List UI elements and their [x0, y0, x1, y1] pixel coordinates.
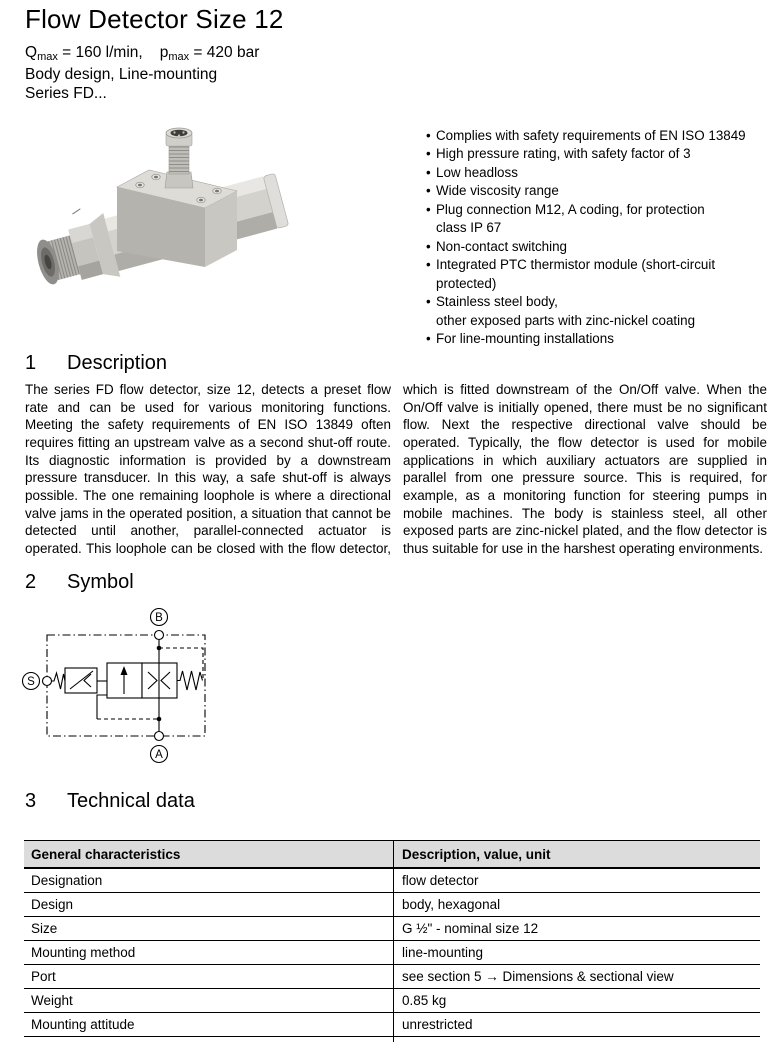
sensor-spring	[52, 673, 66, 689]
subtitle-series: Series FD...	[25, 85, 107, 102]
feature-text: Low headloss	[436, 164, 518, 180]
row-label: Design	[31, 897, 74, 912]
flow-direction-mark	[72, 209, 81, 214]
section-heading-description	[25, 352, 167, 375]
description-column-right: which is fitted downstream of the On/Off valve. When the On/Off valve is initially opened, there must be no significant flow. Next the respective directional valve should be operated. Typically, the flow detector is used for mobile applications in which auxiliary actuators are supplied in parallel from one pressure source. This is required, for example, as a monitoring function for steering pumps in mobile machines. The body is stainless steel, all other exposed parts are zinc-nickel plated, and the flow detector is thus suitable for use in the harshest operating environments.	[403, 382, 767, 556]
qmax-value: = 160 l/min,	[57, 44, 143, 61]
section-title: Technical data	[67, 790, 195, 812]
connector-pin	[178, 134, 180, 136]
table-row	[24, 965, 760, 989]
port-s-connection	[43, 677, 52, 686]
row-label: Mounting method	[31, 945, 136, 960]
connector-pin	[173, 131, 175, 133]
row-label: Port	[31, 969, 56, 984]
hydraulic-symbol	[20, 602, 220, 772]
port-a-label: A	[155, 749, 163, 761]
row-value: see section 5 → Dimensions & sectional view	[393, 965, 760, 988]
row-label: Mounting attitude	[31, 1017, 135, 1032]
valve-spring	[177, 671, 203, 690]
bullet-icon: •	[426, 128, 431, 143]
bullet-icon: •	[426, 146, 431, 162]
feature-text: Integrated PTC thermistor module (short-circuit	[436, 257, 716, 273]
bullet-icon: •	[426, 294, 431, 310]
row-value: flow detector	[393, 869, 760, 892]
row-value: G ½" - nominal size 12	[393, 917, 760, 940]
table-row	[24, 1013, 760, 1037]
description-column-left: The series FD flow detector, size 12, detects a preset flow rate and can be used for various monitoring functions. Meeting the safety requirements of EN ISO 13849 often requires fitting an upstream valve as a second shut-off route. Its diagnostic information is provided by a downstream pressure transducer. In this way, a safe shut-off is always possible. The one remaining loophole is where a directional valve jams in the operated position, a situation that cannot be detected until another, parallel-connected actuator is operated. This loophole can be closed with the flow detector,	[25, 382, 391, 556]
row-label: Designation	[31, 873, 103, 888]
column-header-characteristics: General characteristics	[31, 846, 181, 862]
section-heading-symbol	[25, 571, 134, 594]
port-b-connection	[155, 631, 164, 640]
table-row	[24, 989, 760, 1013]
list-item	[426, 164, 772, 182]
list-item	[426, 201, 772, 238]
connector-thread-stem	[169, 144, 189, 174]
connector-hex-base	[165, 172, 193, 188]
feature-text: Wide viscosity range	[436, 183, 559, 199]
feature-text: Non-contact switching	[436, 238, 567, 254]
bullet-icon: •	[426, 183, 431, 199]
list-item	[426, 330, 772, 348]
table-row	[24, 941, 760, 965]
qmax-subscript: max	[37, 51, 58, 63]
section-number: 2	[25, 571, 37, 593]
m12-connector	[165, 128, 193, 188]
table-row	[24, 869, 760, 893]
section-heading-technical-data	[25, 790, 195, 813]
feature-text: protected)	[436, 275, 497, 291]
row-label: Size	[31, 921, 58, 936]
pmax-value: = 420 bar	[189, 44, 260, 61]
junction-dot	[157, 717, 162, 722]
feature-text: Complies with safety requirements of EN ISO 13849	[436, 128, 746, 143]
section-title: Symbol	[67, 571, 134, 593]
bullet-icon: •	[426, 238, 431, 254]
row-value: body, hexagonal	[393, 893, 760, 916]
list-item	[426, 256, 772, 293]
list-item	[426, 293, 772, 330]
feature-list	[426, 127, 772, 348]
table-row	[24, 893, 760, 917]
connector-pin	[182, 131, 184, 133]
feature-text: For line-mounting installations	[436, 330, 614, 346]
bullet-icon: •	[426, 330, 431, 346]
feature-text: Stainless steel body,	[436, 294, 558, 310]
technical-data-table	[24, 840, 760, 1037]
sensor-module-block	[117, 128, 237, 267]
product-photo	[18, 122, 352, 350]
page-subtitle	[25, 43, 259, 104]
bullet-icon: •	[426, 201, 431, 217]
bullet-icon: •	[426, 164, 431, 180]
table-divider-stub	[393, 1036, 394, 1042]
row-value: 0.85 kg	[393, 989, 760, 1012]
subtitle-specs	[25, 43, 259, 65]
row-value: unrestricted	[393, 1013, 760, 1036]
section-number: 1	[25, 352, 37, 374]
column-header-description: Description, value, unit	[393, 841, 760, 867]
port-b-label: B	[155, 612, 163, 624]
port-s-label: S	[27, 676, 35, 688]
section-title: Description	[67, 352, 168, 374]
feature-text: Plug connection M12, A coding, for protection	[436, 201, 705, 217]
feature-text: High pressure rating, with safety factor of 3	[436, 146, 691, 162]
row-value: line-mounting	[393, 941, 760, 964]
junction-dot	[157, 646, 162, 651]
qmax-symbol: Q	[25, 44, 38, 61]
list-item	[426, 238, 772, 256]
row-label: Weight	[31, 993, 73, 1008]
port-a-connection	[155, 732, 164, 741]
bullet-icon: •	[426, 257, 431, 273]
feature-text: other exposed parts with zinc-nickel coating	[436, 312, 696, 328]
table-row	[24, 917, 760, 941]
list-item	[426, 127, 772, 145]
section-number: 3	[25, 790, 37, 812]
pmax-symbol: p	[159, 44, 169, 61]
feature-text: class IP 67	[436, 220, 502, 236]
list-item	[426, 145, 772, 163]
page-title: Flow Detector Size 12	[25, 4, 284, 34]
pmax-subscript: max	[168, 51, 190, 63]
list-item	[426, 182, 772, 200]
pilot-line-bottom	[97, 695, 107, 719]
table-header-row	[24, 841, 760, 869]
subtitle-design: Body design, Line-mounting	[25, 65, 218, 83]
